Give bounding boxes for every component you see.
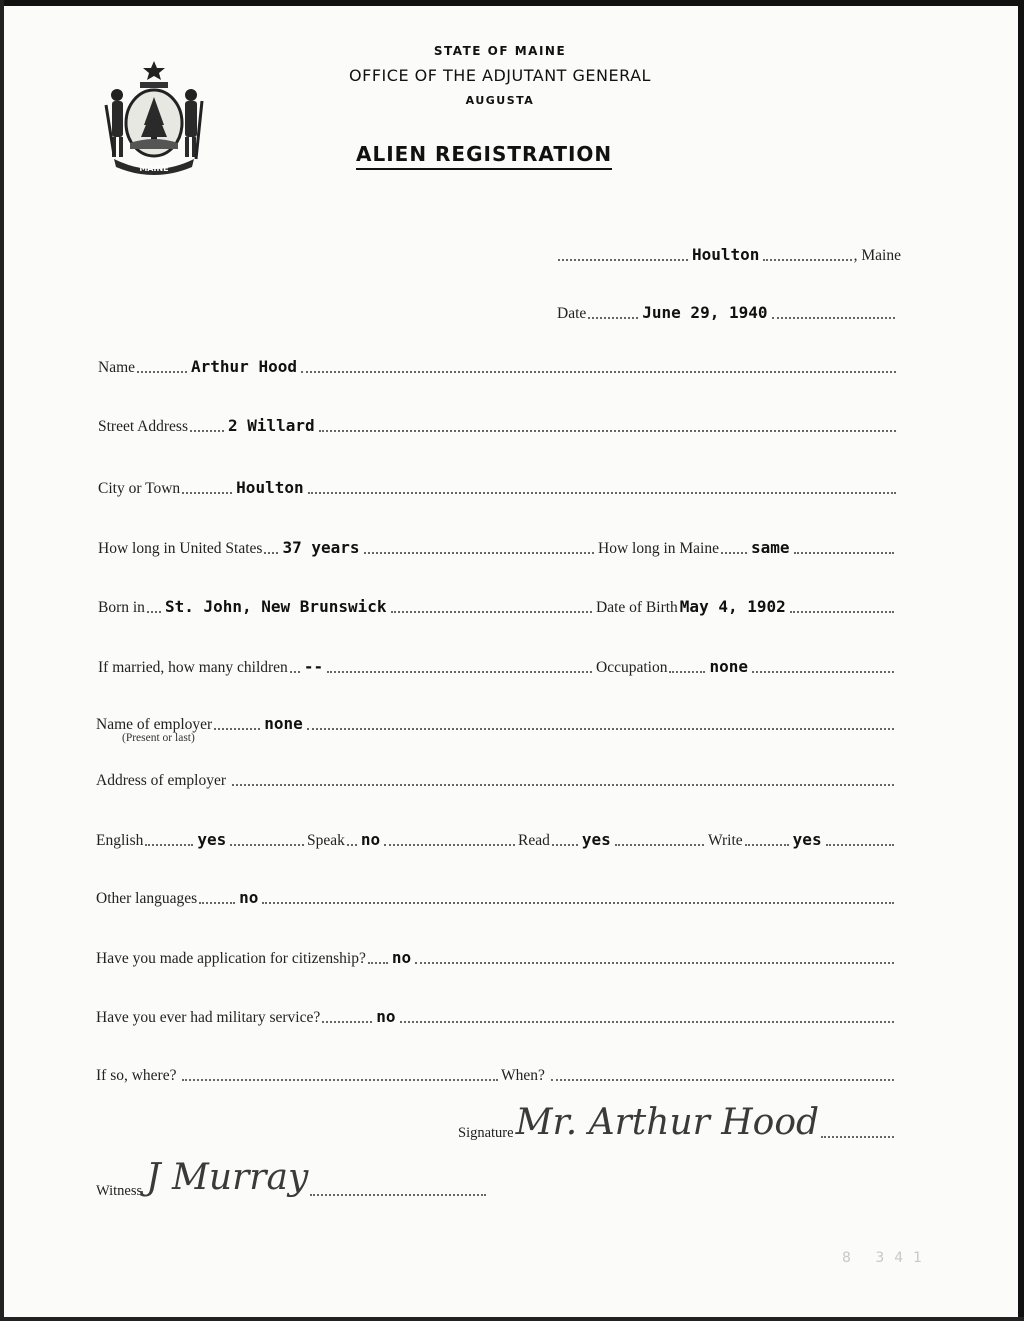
location-value[interactable]: Houlton xyxy=(692,245,760,264)
witness-trailing xyxy=(310,1193,486,1196)
military-row xyxy=(96,1007,896,1027)
date-value[interactable]: June 29, 1940 xyxy=(642,303,768,322)
how-long-maine-value[interactable]: same xyxy=(750,538,790,557)
english-row xyxy=(96,830,306,850)
write-value[interactable]: yes xyxy=(792,830,822,849)
date-trailing xyxy=(772,316,896,319)
witness-row xyxy=(96,1156,488,1200)
born-in-row xyxy=(98,597,594,617)
when-trailing xyxy=(551,1078,894,1081)
form-title: ALIEN REGISTRATION xyxy=(356,142,612,170)
employer-row xyxy=(96,714,896,734)
location-suffix: , Maine xyxy=(853,247,901,264)
where-label: If so, where? xyxy=(96,1067,177,1084)
employer-value[interactable]: none xyxy=(264,714,303,733)
street-value[interactable]: 2 Willard xyxy=(227,416,315,435)
how-long-maine-trailing xyxy=(794,551,894,554)
speak-value[interactable]: no xyxy=(360,830,381,849)
how-long-us-trailing xyxy=(364,551,594,554)
write-label: Write xyxy=(708,832,743,849)
read-leader xyxy=(552,843,578,846)
state-heading: STATE OF MAINE xyxy=(433,44,567,58)
occupation-row xyxy=(596,657,896,677)
other-languages-label: Other languages xyxy=(96,890,198,907)
citizenship-trailing xyxy=(415,961,894,964)
name-trailing xyxy=(301,370,896,373)
how-long-us-row xyxy=(98,538,596,558)
read-trailing xyxy=(615,843,704,846)
write-trailing xyxy=(826,843,894,846)
other-languages-row xyxy=(96,888,896,908)
english-trailing xyxy=(230,843,304,846)
signature-trailing xyxy=(821,1135,894,1138)
city-label: City or Town xyxy=(98,480,181,497)
street-trailing xyxy=(319,429,896,432)
street-leader xyxy=(190,429,224,432)
location-row xyxy=(556,245,901,265)
speak-row xyxy=(307,830,517,850)
write-row xyxy=(708,830,896,850)
dob-label: Date of Birth xyxy=(596,599,678,616)
english-leader xyxy=(145,843,193,846)
military-label: Have you ever had military service? xyxy=(96,1009,321,1026)
employer-address-trailing xyxy=(232,783,894,786)
citizenship-value[interactable]: no xyxy=(391,948,412,967)
how-long-us-leader xyxy=(264,551,278,554)
state-seal-icon xyxy=(100,55,208,180)
speak-trailing xyxy=(384,843,515,846)
date-leader xyxy=(588,316,638,319)
city-trailing xyxy=(308,491,896,494)
employer-trailing xyxy=(307,727,894,730)
children-row xyxy=(98,657,594,677)
children-trailing xyxy=(327,670,592,673)
signature-value[interactable]: Mr. Arthur Hood xyxy=(515,1102,820,1143)
location-trailing xyxy=(763,258,851,261)
street-row xyxy=(98,416,898,436)
how-long-maine-leader xyxy=(721,551,747,554)
city-row xyxy=(98,478,898,498)
dob-row xyxy=(596,597,896,617)
children-leader xyxy=(290,670,300,673)
other-languages-trailing xyxy=(262,901,894,904)
employer-address-row xyxy=(96,772,896,790)
occupation-label: Occupation xyxy=(596,659,668,676)
citizenship-label: Have you made application for citizenship? xyxy=(96,950,366,967)
other-languages-leader xyxy=(199,901,235,904)
read-row xyxy=(518,830,706,850)
where-trailing xyxy=(182,1078,498,1081)
signature-row xyxy=(458,1104,896,1142)
name-leader xyxy=(137,370,187,373)
occupation-leader xyxy=(669,670,705,673)
military-trailing xyxy=(400,1020,895,1023)
how-long-maine-row xyxy=(598,538,896,558)
city-heading: AUGUSTA xyxy=(465,94,535,107)
employer-sublabel: (Present or last) xyxy=(122,732,195,744)
witness-label: Witness xyxy=(96,1183,143,1199)
born-in-leader xyxy=(147,610,161,613)
other-languages-value[interactable]: no xyxy=(239,888,259,907)
dob-value[interactable]: May 4, 1902 xyxy=(679,597,786,616)
born-in-trailing xyxy=(391,610,593,613)
dob-trailing xyxy=(790,610,894,613)
name-value[interactable]: Arthur Hood xyxy=(191,357,297,376)
occupation-value[interactable]: none xyxy=(709,657,748,676)
date-label: Date xyxy=(557,305,587,322)
read-value[interactable]: yes xyxy=(581,830,611,849)
english-label: English xyxy=(96,832,144,849)
military-leader xyxy=(322,1020,372,1023)
how-long-maine-label: How long in Maine xyxy=(598,540,719,557)
employer-label: Name of employer xyxy=(96,716,213,733)
employer-address-label: Address of employer xyxy=(96,772,226,789)
street-label: Street Address xyxy=(98,418,188,435)
scan-border-bottom xyxy=(0,1317,1024,1321)
military-value[interactable]: no xyxy=(376,1007,396,1026)
english-value[interactable]: yes xyxy=(197,830,227,849)
how-long-us-label: How long in United States xyxy=(98,540,263,557)
speak-leader xyxy=(347,843,357,846)
born-in-label: Born in xyxy=(98,599,145,616)
speak-label: Speak xyxy=(307,832,345,849)
when-label: When? xyxy=(501,1067,545,1084)
signature-label: Signature xyxy=(458,1125,514,1141)
scan-border-right xyxy=(1018,0,1024,1321)
office-heading: OFFICE OF THE ADJUTANT GENERAL xyxy=(349,66,651,85)
city-value[interactable]: Houlton xyxy=(236,478,304,497)
employer-leader xyxy=(214,727,260,730)
occupation-trailing xyxy=(752,670,894,673)
location-leader xyxy=(558,258,688,261)
children-value[interactable]: -- xyxy=(303,657,324,676)
scan-border-left xyxy=(0,0,4,1321)
write-leader xyxy=(745,843,789,846)
born-in-value[interactable]: St. John, New Brunswick xyxy=(164,597,387,616)
name-label: Name xyxy=(98,359,136,376)
date-row xyxy=(557,303,897,323)
when-row xyxy=(501,1067,896,1085)
how-long-us-value[interactable]: 37 years xyxy=(282,538,360,557)
witness-value[interactable]: J Murray xyxy=(146,1157,309,1198)
read-label: Read xyxy=(518,832,550,849)
where-row xyxy=(96,1067,500,1085)
city-leader xyxy=(182,491,232,494)
seal-banner-text: MAINE xyxy=(139,164,169,173)
name-row xyxy=(98,357,898,377)
citizenship-row xyxy=(96,948,896,968)
scan-border-top xyxy=(0,0,1024,6)
children-label: If married, how many children xyxy=(98,659,288,676)
archive-margin-marks: 8 341 xyxy=(842,1250,933,1266)
citizenship-leader xyxy=(368,961,388,964)
